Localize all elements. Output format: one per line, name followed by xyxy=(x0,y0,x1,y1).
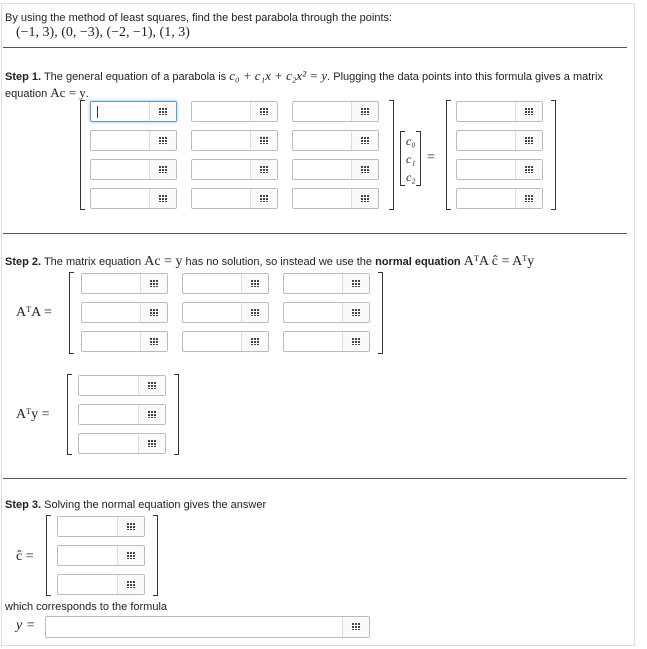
cell-input[interactable] xyxy=(457,131,515,150)
vector-c-left-bracket xyxy=(400,131,405,186)
aty-cell[interactable] xyxy=(78,433,166,454)
aty-right-bracket xyxy=(174,374,179,455)
cell-input[interactable] xyxy=(58,546,116,565)
normal-equation: AᵀA ĉ = Aᵀy xyxy=(463,254,535,269)
keypad-icon[interactable] xyxy=(117,575,144,594)
keypad-icon[interactable] xyxy=(138,405,165,424)
vector-y-cell[interactable] xyxy=(456,188,543,209)
cell-input[interactable] xyxy=(91,131,149,150)
step1-text-a: The general equation of a parabola is xyxy=(43,71,227,83)
cell-input[interactable] xyxy=(293,160,351,179)
step3-text xyxy=(5,499,266,511)
matrix-a-cell[interactable] xyxy=(292,130,379,151)
matrix-equation: Ac = y xyxy=(50,85,86,100)
step2-text-a: The matrix equation xyxy=(43,256,142,268)
matrix-a-cell[interactable] xyxy=(191,130,278,151)
step1-label: Step 1. xyxy=(5,71,42,83)
cell-input[interactable] xyxy=(192,189,250,208)
keypad-icon[interactable] xyxy=(138,376,165,395)
chat-left-bracket xyxy=(46,515,51,596)
matrix-a-cell[interactable] xyxy=(292,159,379,180)
cell-input[interactable] xyxy=(91,102,149,121)
step2-label: Step 2. xyxy=(5,256,42,268)
keypad-icon[interactable] xyxy=(515,131,542,150)
keypad-icon[interactable] xyxy=(149,131,176,150)
matrix-a-cell[interactable] xyxy=(292,188,379,209)
matrix-a-cell[interactable] xyxy=(191,188,278,209)
keypad-icon[interactable] xyxy=(515,102,542,121)
cell-input[interactable] xyxy=(183,274,241,293)
aty-left-bracket xyxy=(67,374,72,455)
vector-c2: c₂ xyxy=(406,170,416,184)
cell-input[interactable] xyxy=(457,160,515,179)
keypad-icon[interactable] xyxy=(515,189,542,208)
keypad-icon[interactable] xyxy=(351,131,378,150)
ata-cell[interactable] xyxy=(81,331,168,352)
aty-cell[interactable] xyxy=(78,375,166,396)
step1-text-c: equation xyxy=(5,88,48,100)
formula-input[interactable] xyxy=(45,616,370,638)
vector-y-cell[interactable] xyxy=(456,101,543,122)
normal-equation-label: normal equation xyxy=(375,256,461,268)
vector-c1: c₁ xyxy=(406,152,416,166)
ata-cell[interactable] xyxy=(182,302,269,323)
ata-cell[interactable] xyxy=(81,302,168,323)
aty-cell[interactable] xyxy=(78,404,166,425)
keypad-icon[interactable] xyxy=(149,160,176,179)
ata-cell[interactable] xyxy=(283,273,370,294)
step3-text-body: Solving the normal equation gives the answer xyxy=(44,499,267,511)
parabola-formula: c₀ + c₁x + c₂x² = y xyxy=(229,68,328,83)
matrix-a-cell[interactable] xyxy=(90,130,177,151)
equals-sign: = xyxy=(427,150,435,165)
keypad-icon[interactable] xyxy=(140,332,167,351)
keypad-icon[interactable] xyxy=(117,517,144,536)
vector-y-cell[interactable] xyxy=(456,130,543,151)
ata-cell[interactable] xyxy=(182,273,269,294)
divider xyxy=(3,478,627,479)
keypad-icon[interactable] xyxy=(342,303,369,322)
y-label: y = xyxy=(16,618,36,633)
prompt-text: By using the method of least squares, find the best parabola through the points: xyxy=(5,12,393,24)
matrix-a-cell[interactable] xyxy=(292,101,379,122)
keypad-icon[interactable] xyxy=(241,303,268,322)
step2-eq1: Ac = y xyxy=(144,254,183,269)
matrix-a-cell[interactable] xyxy=(191,101,278,122)
matrix-a-cell[interactable] xyxy=(90,159,177,180)
vector-c-right-bracket xyxy=(416,131,421,186)
vector-y-right-bracket xyxy=(551,100,556,210)
cell-input[interactable] xyxy=(183,332,241,351)
step2-text-b: has no solution, so instead we use the xyxy=(185,256,373,268)
matrix-a-cell[interactable] xyxy=(191,159,278,180)
keypad-icon[interactable] xyxy=(250,189,277,208)
divider xyxy=(3,233,627,234)
cell-input[interactable] xyxy=(91,189,149,208)
chat-label: ĉ = xyxy=(16,549,34,564)
keypad-icon[interactable] xyxy=(351,160,378,179)
step3-label: Step 3. xyxy=(5,499,42,511)
keypad-icon[interactable] xyxy=(241,274,268,293)
vector-y-left-bracket xyxy=(446,100,451,210)
keypad-icon[interactable] xyxy=(342,332,369,351)
keypad-icon[interactable] xyxy=(342,274,369,293)
cell-input[interactable] xyxy=(457,102,515,121)
cell-input[interactable] xyxy=(293,189,351,208)
matrix-a-cell[interactable] xyxy=(90,101,177,122)
keypad-icon[interactable] xyxy=(515,160,542,179)
step1-text-b: . Plugging the data points into this formula gives a matrix xyxy=(327,71,603,83)
divider xyxy=(3,47,627,48)
keypad-icon[interactable] xyxy=(138,434,165,453)
cell-input[interactable] xyxy=(284,274,342,293)
formula-field[interactable] xyxy=(46,617,342,637)
keypad-icon[interactable] xyxy=(241,332,268,351)
vector-y-cell[interactable] xyxy=(456,159,543,180)
keypad-icon[interactable] xyxy=(149,189,176,208)
matrix-a-right-bracket xyxy=(389,100,394,210)
keypad-icon[interactable] xyxy=(342,617,369,637)
chat-cell[interactable] xyxy=(57,545,145,566)
step1-period: . xyxy=(85,88,89,100)
matrix-a-cell[interactable] xyxy=(90,188,177,209)
points-list: (−1, 3), (0, −3), (−2, −1), (1, 3) xyxy=(16,25,190,40)
step1-text xyxy=(5,68,625,102)
ata-cell[interactable] xyxy=(283,331,370,352)
keypad-icon[interactable] xyxy=(351,189,378,208)
vector-c0: c₀ xyxy=(406,134,416,148)
cell-input[interactable] xyxy=(82,274,140,293)
ata-cell[interactable] xyxy=(283,302,370,323)
cell-input[interactable] xyxy=(293,131,351,150)
formula-text: which corresponds to the formula xyxy=(5,601,168,613)
cell-input[interactable] xyxy=(192,102,250,121)
ata-cell[interactable] xyxy=(182,331,269,352)
ata-right-bracket xyxy=(378,272,383,354)
ata-left-bracket xyxy=(69,272,74,354)
cell-input[interactable] xyxy=(82,332,140,351)
cell-input[interactable] xyxy=(293,102,351,121)
cell-input[interactable] xyxy=(58,575,116,594)
cell-input[interactable] xyxy=(192,160,250,179)
step2-text xyxy=(5,253,534,271)
keypad-icon[interactable] xyxy=(149,102,176,121)
matrix-a-left-bracket xyxy=(80,100,85,210)
chat-right-bracket xyxy=(153,515,158,596)
chat-cell[interactable] xyxy=(57,516,145,537)
cell-input[interactable] xyxy=(91,160,149,179)
cell-input[interactable] xyxy=(192,131,250,150)
keypad-icon[interactable] xyxy=(250,160,277,179)
cell-input[interactable] xyxy=(284,332,342,351)
keypad-icon[interactable] xyxy=(140,274,167,293)
keypad-icon[interactable] xyxy=(250,131,277,150)
cell-input[interactable] xyxy=(79,434,137,453)
cell-input[interactable] xyxy=(183,303,241,322)
keypad-icon[interactable] xyxy=(351,102,378,121)
keypad-icon[interactable] xyxy=(250,102,277,121)
cell-input[interactable] xyxy=(457,189,515,208)
cell-input[interactable] xyxy=(79,405,137,424)
ata-label: AᵀA = xyxy=(16,305,52,320)
chat-cell[interactable] xyxy=(57,574,145,595)
cell-input[interactable] xyxy=(284,303,342,322)
keypad-icon[interactable] xyxy=(117,546,144,565)
cell-input[interactable] xyxy=(79,376,137,395)
ata-cell[interactable] xyxy=(81,273,168,294)
aty-label: Aᵀy = xyxy=(16,407,50,422)
cell-input[interactable] xyxy=(58,517,116,536)
cell-input[interactable] xyxy=(82,303,140,322)
keypad-icon[interactable] xyxy=(140,303,167,322)
